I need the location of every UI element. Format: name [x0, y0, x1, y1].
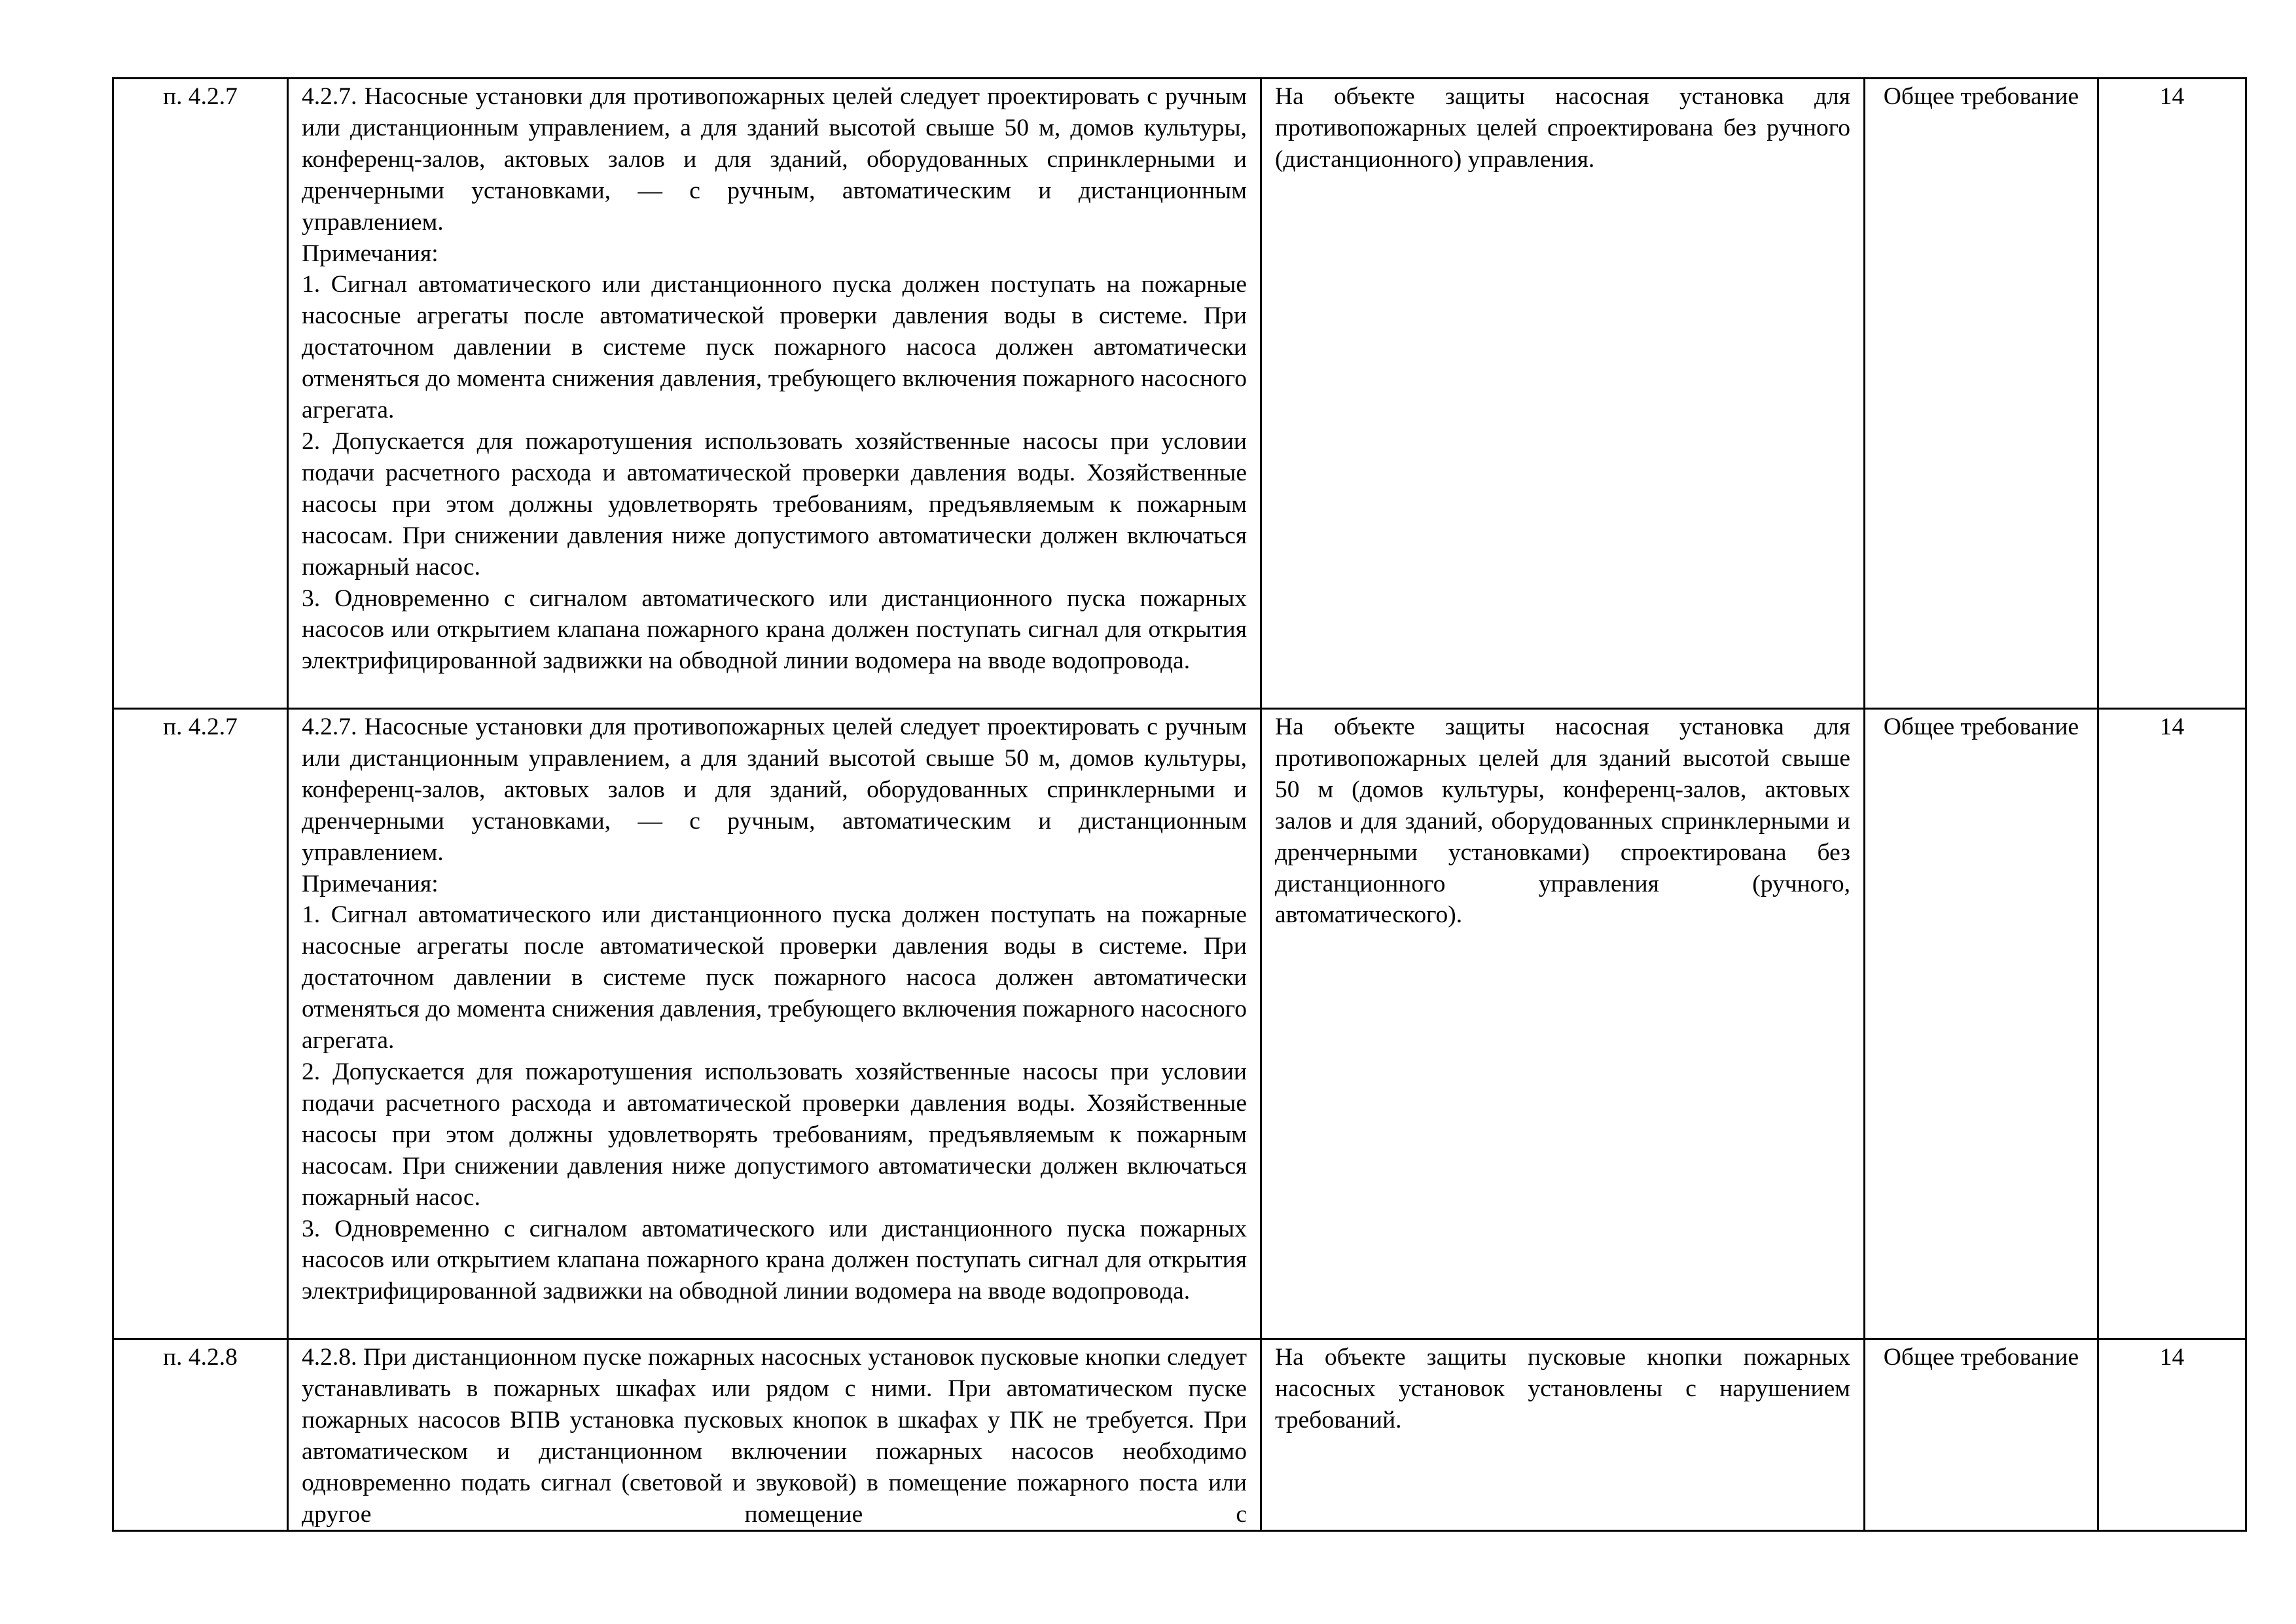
requirement-paragraph: 4.2.7. Насосные установки для противопожарных целей следует проектировать с ручным или дистанционным управлением, а для зданий высотой свыше 50 м, домов культуры, конференц-залов, актовых залов и для зданий, оборудованных спринклерными и дренчерными установками, — с ручным, автоматическим и дистанционным управлением.	[302, 713, 1247, 866]
requirement-cell	[288, 1339, 1261, 1531]
clause-cell: п. 4.2.8	[113, 1339, 288, 1531]
page-number-cell: 14	[2098, 709, 2246, 1339]
requirement-paragraph: 4.2.7. Насосные установки для противопожарных целей следует проектировать с ручным или дистанционным управлением, а для зданий высотой свыше 50 м, домов культуры, конференц-залов, актовых залов и для зданий, оборудованных спринклерными и дренчерными установками, — с ручным, автоматическим и дистанционным управлением.	[302, 83, 1247, 236]
table-row	[113, 1339, 2246, 1531]
requirement-type-cell: Общее требование	[1865, 79, 2098, 709]
violation-cell: На объекте защиты насосная установка для противопожарных целей спроектирована без ручного (дистанционного) управления.	[1261, 79, 1865, 709]
requirement-paragraph: 3. Одновременно с сигналом автоматического или дистанционного пуска пожарных насосов или открытием клапана пожарного крана должен поступать сигнал для открытия электрифицированной задвижки на обводной линии водомера на вводе водопровода.	[302, 585, 1247, 675]
table-row	[113, 709, 2246, 1339]
requirement-paragraph: 4.2.8. При дистанционном пуске пожарных насосных установок пусковые кнопки следует устанавливать в пожарных шкафах или рядом с ними. При автоматическом пуске пожарных насосов ВПВ установка пусковых кнопок в шкафах у ПК не требуется. При автоматическом и дистанционном включении пожарных насосов необходимо одновременно подать сигнал (световой и звуковой) в помещение пожарного поста или другое помещение с	[302, 1344, 1247, 1528]
requirement-paragraph: 2. Допускается для пожаротушения использовать хозяйственные насосы при условии подачи расчетного расхода и автоматической проверки давления воды. Хозяйственные насосы при этом должны удовлетворять требованиям, предъявляемым к пожарным насосам. При снижении давления ниже допустимого автоматически должен включаться пожарный насос.	[302, 427, 1247, 581]
page-number-cell: 14	[2098, 1339, 2246, 1531]
notes-heading: Примечания:	[302, 870, 439, 897]
table-row	[113, 79, 2246, 709]
requirement-paragraph: 3. Одновременно с сигналом автоматического или дистанционного пуска пожарных насосов или открытием клапана пожарного крана должен поступать сигнал для открытия электрифицированной задвижки на обводной линии водомера на вводе водопровода.	[302, 1215, 1247, 1305]
notes-heading: Примечания:	[302, 240, 439, 267]
requirement-type-cell: Общее требование	[1865, 1339, 2098, 1531]
violation-cell: На объекте защиты насосная установка для противопожарных целей для зданий высотой свыше 50 м (домов культуры, конференц-залов, актовых залов и для зданий, оборудованных спринклерными и дренчерными установками) спроектирована без дистанционного управления (ручного, автоматического).	[1261, 709, 1865, 1339]
violation-cell: На объекте защиты пусковые кнопки пожарных насосных установок установлены с нарушением требований.	[1261, 1339, 1865, 1531]
requirement-paragraph: 2. Допускается для пожаротушения использовать хозяйственные насосы при условии подачи расчетного расхода и автоматической проверки давления воды. Хозяйственные насосы при этом должны удовлетворять требованиям, предъявляемым к пожарным насосам. При снижении давления ниже допустимого автоматически должен включаться пожарный насос.	[302, 1058, 1247, 1211]
clause-cell: п. 4.2.7	[113, 79, 288, 709]
requirement-cell	[288, 709, 1261, 1339]
requirement-cell	[288, 79, 1261, 709]
page-number-cell: 14	[2098, 79, 2246, 709]
clause-cell: п. 4.2.7	[113, 709, 288, 1339]
requirement-paragraph: 1. Сигнал автоматического или дистанционного пуска должен поступать на пожарные насосные агрегаты после автоматической проверки давления воды в системе. При достаточном давлении в системе пуск пожарного насоса должен автоматически отменяться до момента снижения давления, требующего включения пожарного насосного агрегата.	[302, 901, 1247, 1055]
requirement-paragraph: 1. Сигнал автоматического или дистанционного пуска должен поступать на пожарные насосные агрегаты после автоматической проверки давления воды в системе. При достаточном давлении в системе пуск пожарного насоса должен автоматически отменяться до момента снижения давления, требующего включения пожарного насосного агрегата.	[302, 271, 1247, 424]
requirements-table	[112, 77, 2247, 1532]
requirement-type-cell: Общее требование	[1865, 709, 2098, 1339]
